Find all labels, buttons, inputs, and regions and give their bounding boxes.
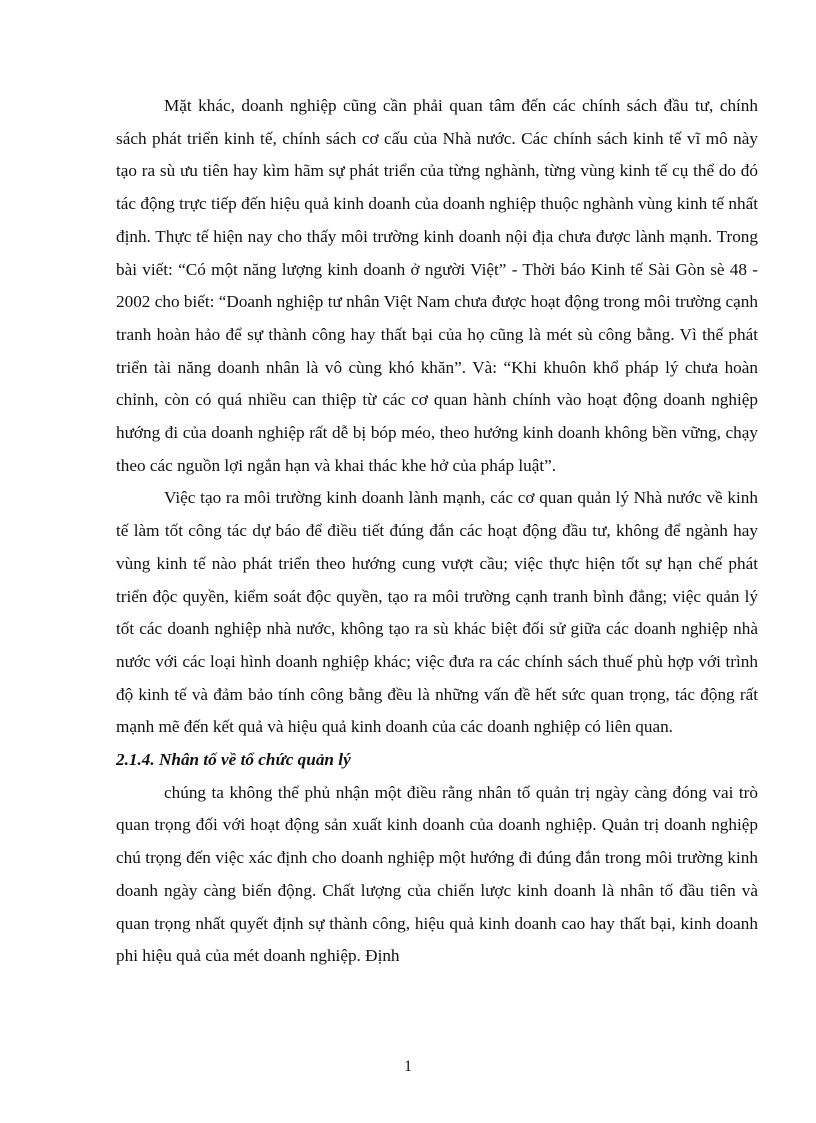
section-heading: 2.1.4. Nhân tố về tổ chức quản lý (116, 750, 351, 770)
paragraph-management-factor: chúng ta không thể phủ nhận một điều rằng nhân tố quản trị ngày càng đóng vai trò quan trọng đối với hoạt động sản xuất kinh doanh của doanh nghiệp. Quản trị doanh nghiệp chú trọng đến việc xác định cho doanh nghiệp một hướng đi đúng đắn trong môi trường kinh doanh ngày càng biến động. Chất lượng của chiến lược kinh doanh là nhân tố đầu tiên và quan trọng nhất quyết định sự thành công, hiệu quả kinh doanh cao hay thất bại, kinh doanh phi hiệu quả của mét doanh nghiệp. Định (116, 782, 758, 966)
page-number: 1 (404, 1058, 412, 1075)
paragraph-economic-policy: Mặt khác, doanh nghiệp cũng cần phải quan tâm đến các chính sách đầu tư, chính sách phát triển kinh tế, chính sách cơ cấu của Nhà nước. Các chính sách kinh tế vĩ mô này tạo ra sù ưu tiên hay kìm hãm sự phát triển của từng nghành, từng vùng kinh tế cụ thể do đó tác động trực tiếp đến hiệu quả kinh doanh của doanh nghiệp thuộc nghành vùng kinh tế nhất định. Thực tế hiện nay cho thấy môi trường kinh doanh nội địa chưa được lành mạnh. Trong bài viết: “Có một năng lượng kinh doanh ở người Việt” - Thời báo Kinh tế Sài Gòn sè 48 - 2002 cho biết: “Doanh nghiệp tư nhân Việt Nam chưa được hoạt động trong môi trường cạnh tranh hoàn hảo để sự thành công hay thất bại của họ cũng là mét sù công bằng. Vì thế phát triển tài năng doanh nhân là vô cùng khó khăn”. Và: “Khi khuôn khổ pháp lý chưa hoàn chỉnh, còn có quá nhiều can thiệp từ các cơ quan hành chính vào hoạt động doanh nghiệp hướng đi của doanh nghiệp rất dễ bị bóp méo, theo hướng kinh doanh không bền vững, chạy theo các nguồn lợi ngắn hạn và khai thác khe hở của pháp luật”. (116, 96, 758, 475)
paragraph-healthy-environment: Việc tạo ra môi trường kinh doanh lành mạnh, các cơ quan quản lý Nhà nước về kinh tế làm tốt công tác dự báo để điều tiết đúng đắn các hoạt động đầu tư, không để ngành hay vùng kinh tế nào phát triển theo hướng cung vượt cầu; việc thực hiện tốt sự hạn chế phát triển độc quyền, kiểm soát độc quyền, tạo ra môi trường cạnh tranh bình đẳng; việc quản lý tốt các doanh nghiệp nhà nước, không tạo ra sù khác biệt đối sử giữa các doanh nghiệp nhà nước với các loại hình doanh nghiệp khác; việc đưa ra các chính sách thuế phù hợp với trình độ kinh tế và đảm bảo tính công bằng đều là những vấn đề hết sức quan trọng, tác động rất mạnh mẽ đến kết quả và hiệu quả kinh doanh của các doanh nghiệp có liên quan. (116, 488, 758, 737)
page-body (116, 90, 758, 973)
